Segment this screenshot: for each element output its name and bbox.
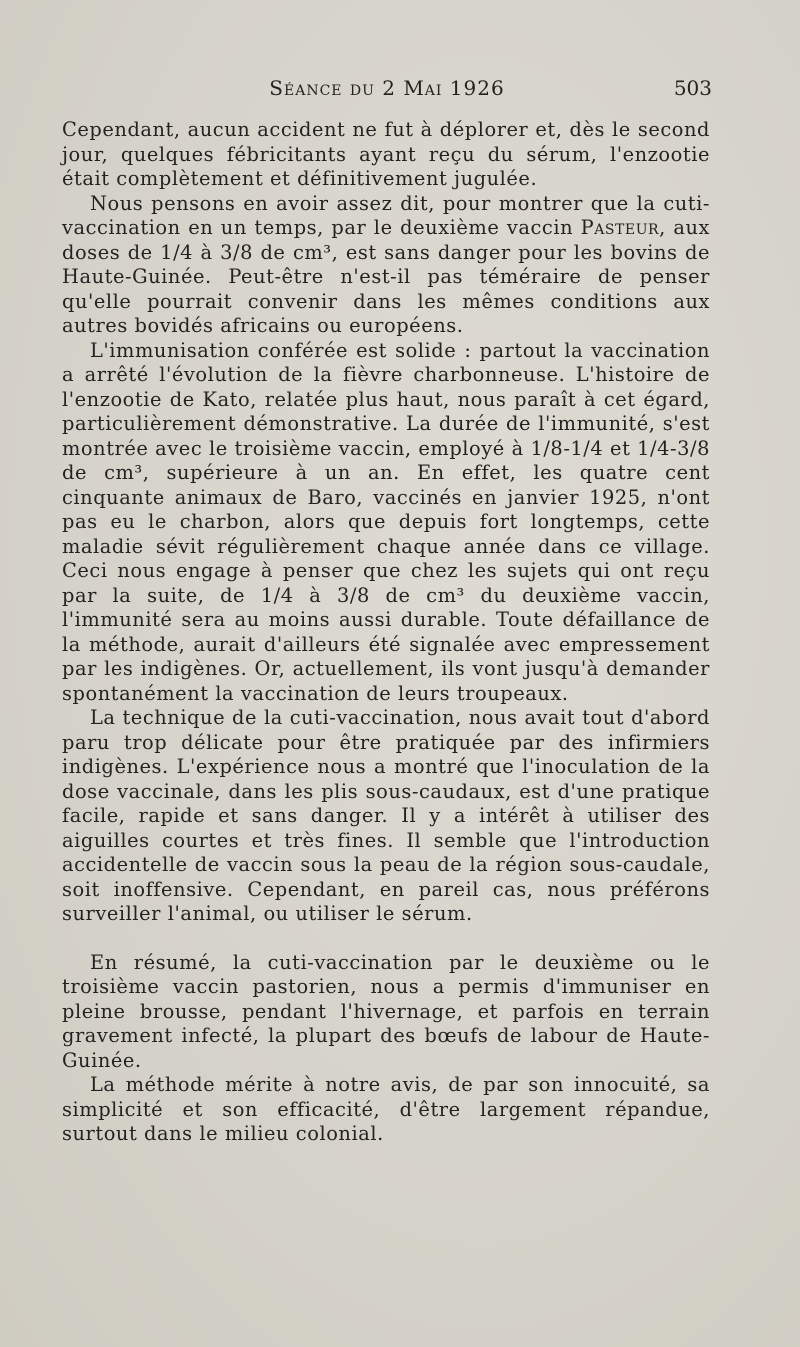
body-text (62, 118, 710, 1147)
paragraph-5: En résumé, la cuti-vaccination par le deuxième ou le troisième vaccin pastorien, nous a permis d'immuniser en pleine brousse, pendant l'hivernage, et parfois en terrain gravement infecté, la plupart des bœufs de labour de Haute-Guinée. (62, 950, 710, 1072)
paragraph-2 (62, 192, 710, 339)
pasteur-name: Pasteur (580, 216, 660, 239)
paragraph-6: La méthode mérite à notre avis, de par son innocuité, sa simplicité et son efficacité, d'être largement répandue, surtout dans le milieu colonial. (62, 1073, 710, 1145)
paragraph-2-text-before: Nous pensons en avoir assez dit, pour montrer que la cuti-vaccination en un temps, par le deuxième vaccin (62, 191, 710, 239)
page-number: 503 (673, 76, 712, 100)
paragraph-2-text-after: , aux doses de 1/4 à 3/8 de cm³, est sans danger pour les bovins de Haute-Guinée. Peut-être n'est-il pas téméraire de penser qu'elle pourrait convenir dans les mêmes conditions aux autres bovidés africains ou européens. (62, 216, 711, 337)
page-header (62, 76, 712, 106)
paragraph-1: Cependant, aucun accident ne fut à déplorer et, dès le second jour, quelques fébricitants ayant reçu du sérum, l'enzootie était complètement et définitivement jugulée. (62, 118, 710, 190)
paragraph-3: L'immunisation conférée est solide : partout la vaccination a arrêté l'évolution de la fièvre charbonneuse. L'histoire de l'enzootie de Kato, relatée plus haut, nous paraît à cet égard, particulièrement démonstrative. La durée de l'immunité, s'est montrée avec le troisième vaccin, employé à 1/8-1/4 et 1/4-3/8 de cm³, supérieure à un an. En effet, les quatre cent cinquante animaux de Baro, vaccinés en janvier 1925, n'ont pas eu le charbon, alors que depuis fort longtemps, cette maladie sévit régulièrement chaque année dans ce village. Ceci nous engage à penser que chez les sujets qui ont reçu par la suite, de 1/4 à 3/8 de cm³ du deuxième vaccin, l'immunité sera au moins aussi durable. Toute défaillance de la méthode, aurait d'ailleurs été signalée avec empressement par les indigènes. Or, actuellement, ils vont jusqu'à demander spontanément la vaccination de leurs troupeaux. (62, 338, 710, 705)
running-title: Séance du 2 Mai 1926 (269, 76, 505, 100)
paragraph-4: La technique de la cuti-vaccination, nous avait tout d'abord paru trop délicate pour être pratiquée par des infirmiers indigènes. L'expérience nous a montré que l'inoculation de la dose vaccinale, dans les plis sous-caudaux, est d'une pratique facile, rapide et sans danger. Il y a intérêt à utiliser des aiguilles courtes et très fines. Il semble que l'introduction accidentelle de vaccin sous la peau de la région sous-caudale, soit inoffensive. Cependant, en pareil cas, nous préférons surveiller l'animal, ou utiliser le sérum. (62, 706, 710, 925)
